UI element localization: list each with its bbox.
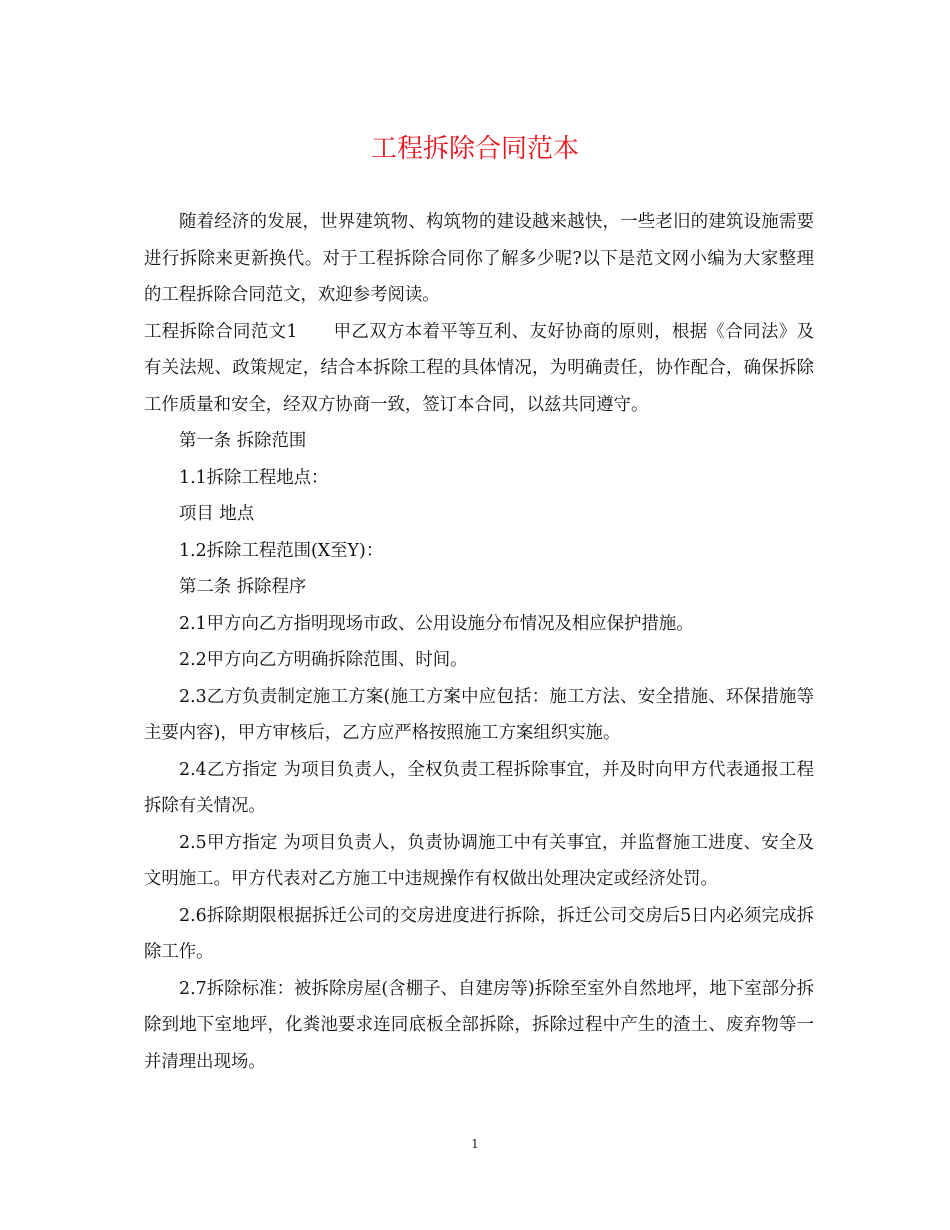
paragraph-contract-preamble: 工程拆除合同范文1 甲乙双方本着平等互利、友好协商的原则，根据《合同法》及有关法规、政策规定，结合本拆除工程的具体情况，为明确责任，协作配合，确保拆除工作质量和安全，经双方协商一致，签订本合同，以兹共同遵守。 xyxy=(144,321,814,415)
clause-2-7: 2.7拆除标准：被拆除房屋(含棚子、自建房等)拆除至室外自然地坪，地下室部分拆除到地下室地坪，化粪池要求连同底板全部拆除，拆除过程中产生的渣土、废弃物等一并清理出现场。 xyxy=(144,978,814,1072)
clause-1-1: 1.1拆除工程地点： xyxy=(179,467,329,488)
clause-2-3: 2.3乙方负责制定施工方案(施工方案中应包括：施工方法、安全措施、环保措施等主要内容)，甲方审核后，乙方应严格按照施工方案组织实施。 xyxy=(144,686,814,743)
article-1-heading: 第一条 拆除范围 xyxy=(179,431,307,451)
document-title: 工程拆除合同范本 xyxy=(370,134,579,164)
clause-2-6: 2.6拆除期限根据拆迁公司的交房进度进行拆除，拆迁公司交房后5日内必须完成拆除工作。 xyxy=(144,905,814,962)
document-body xyxy=(144,204,814,1080)
article-2-heading: 第二条 拆除程序 xyxy=(179,577,307,597)
clause-2-4: 2.4乙方指定 为项目负责人，全权负责工程拆除事宜，并及时向甲方代表通报工程拆除有关情况。 xyxy=(144,759,814,816)
clause-2-5: 2.5甲方指定 为项目负责人，负责协调施工中有关事宜，并监督施工进度、安全及文明施工。甲方代表对乙方施工中违规操作有权做出处理决定或经济处罚。 xyxy=(144,832,814,889)
clause-2-2: 2.2甲方向乙方明确拆除范围、时间。 xyxy=(179,650,468,670)
page-number: 1 xyxy=(471,1137,479,1151)
paragraph-intro: 随着经济的发展，世界建筑物、构筑物的建设越来越快，一些老旧的建筑设施需要进行拆除来更新换代。对于工程拆除合同你了解多少呢?以下是范文网小编为大家整理的工程拆除合同范文，欢迎参考阅读。 xyxy=(144,212,814,305)
clause-2-1: 2.1甲方向乙方指明现场市政、公用设施分布情况及相应保护措施。 xyxy=(179,613,694,634)
clause-project-location: 项目 地点 xyxy=(179,504,255,524)
clause-1-2: 1.2拆除工程范围(X至Y)： xyxy=(179,540,384,561)
